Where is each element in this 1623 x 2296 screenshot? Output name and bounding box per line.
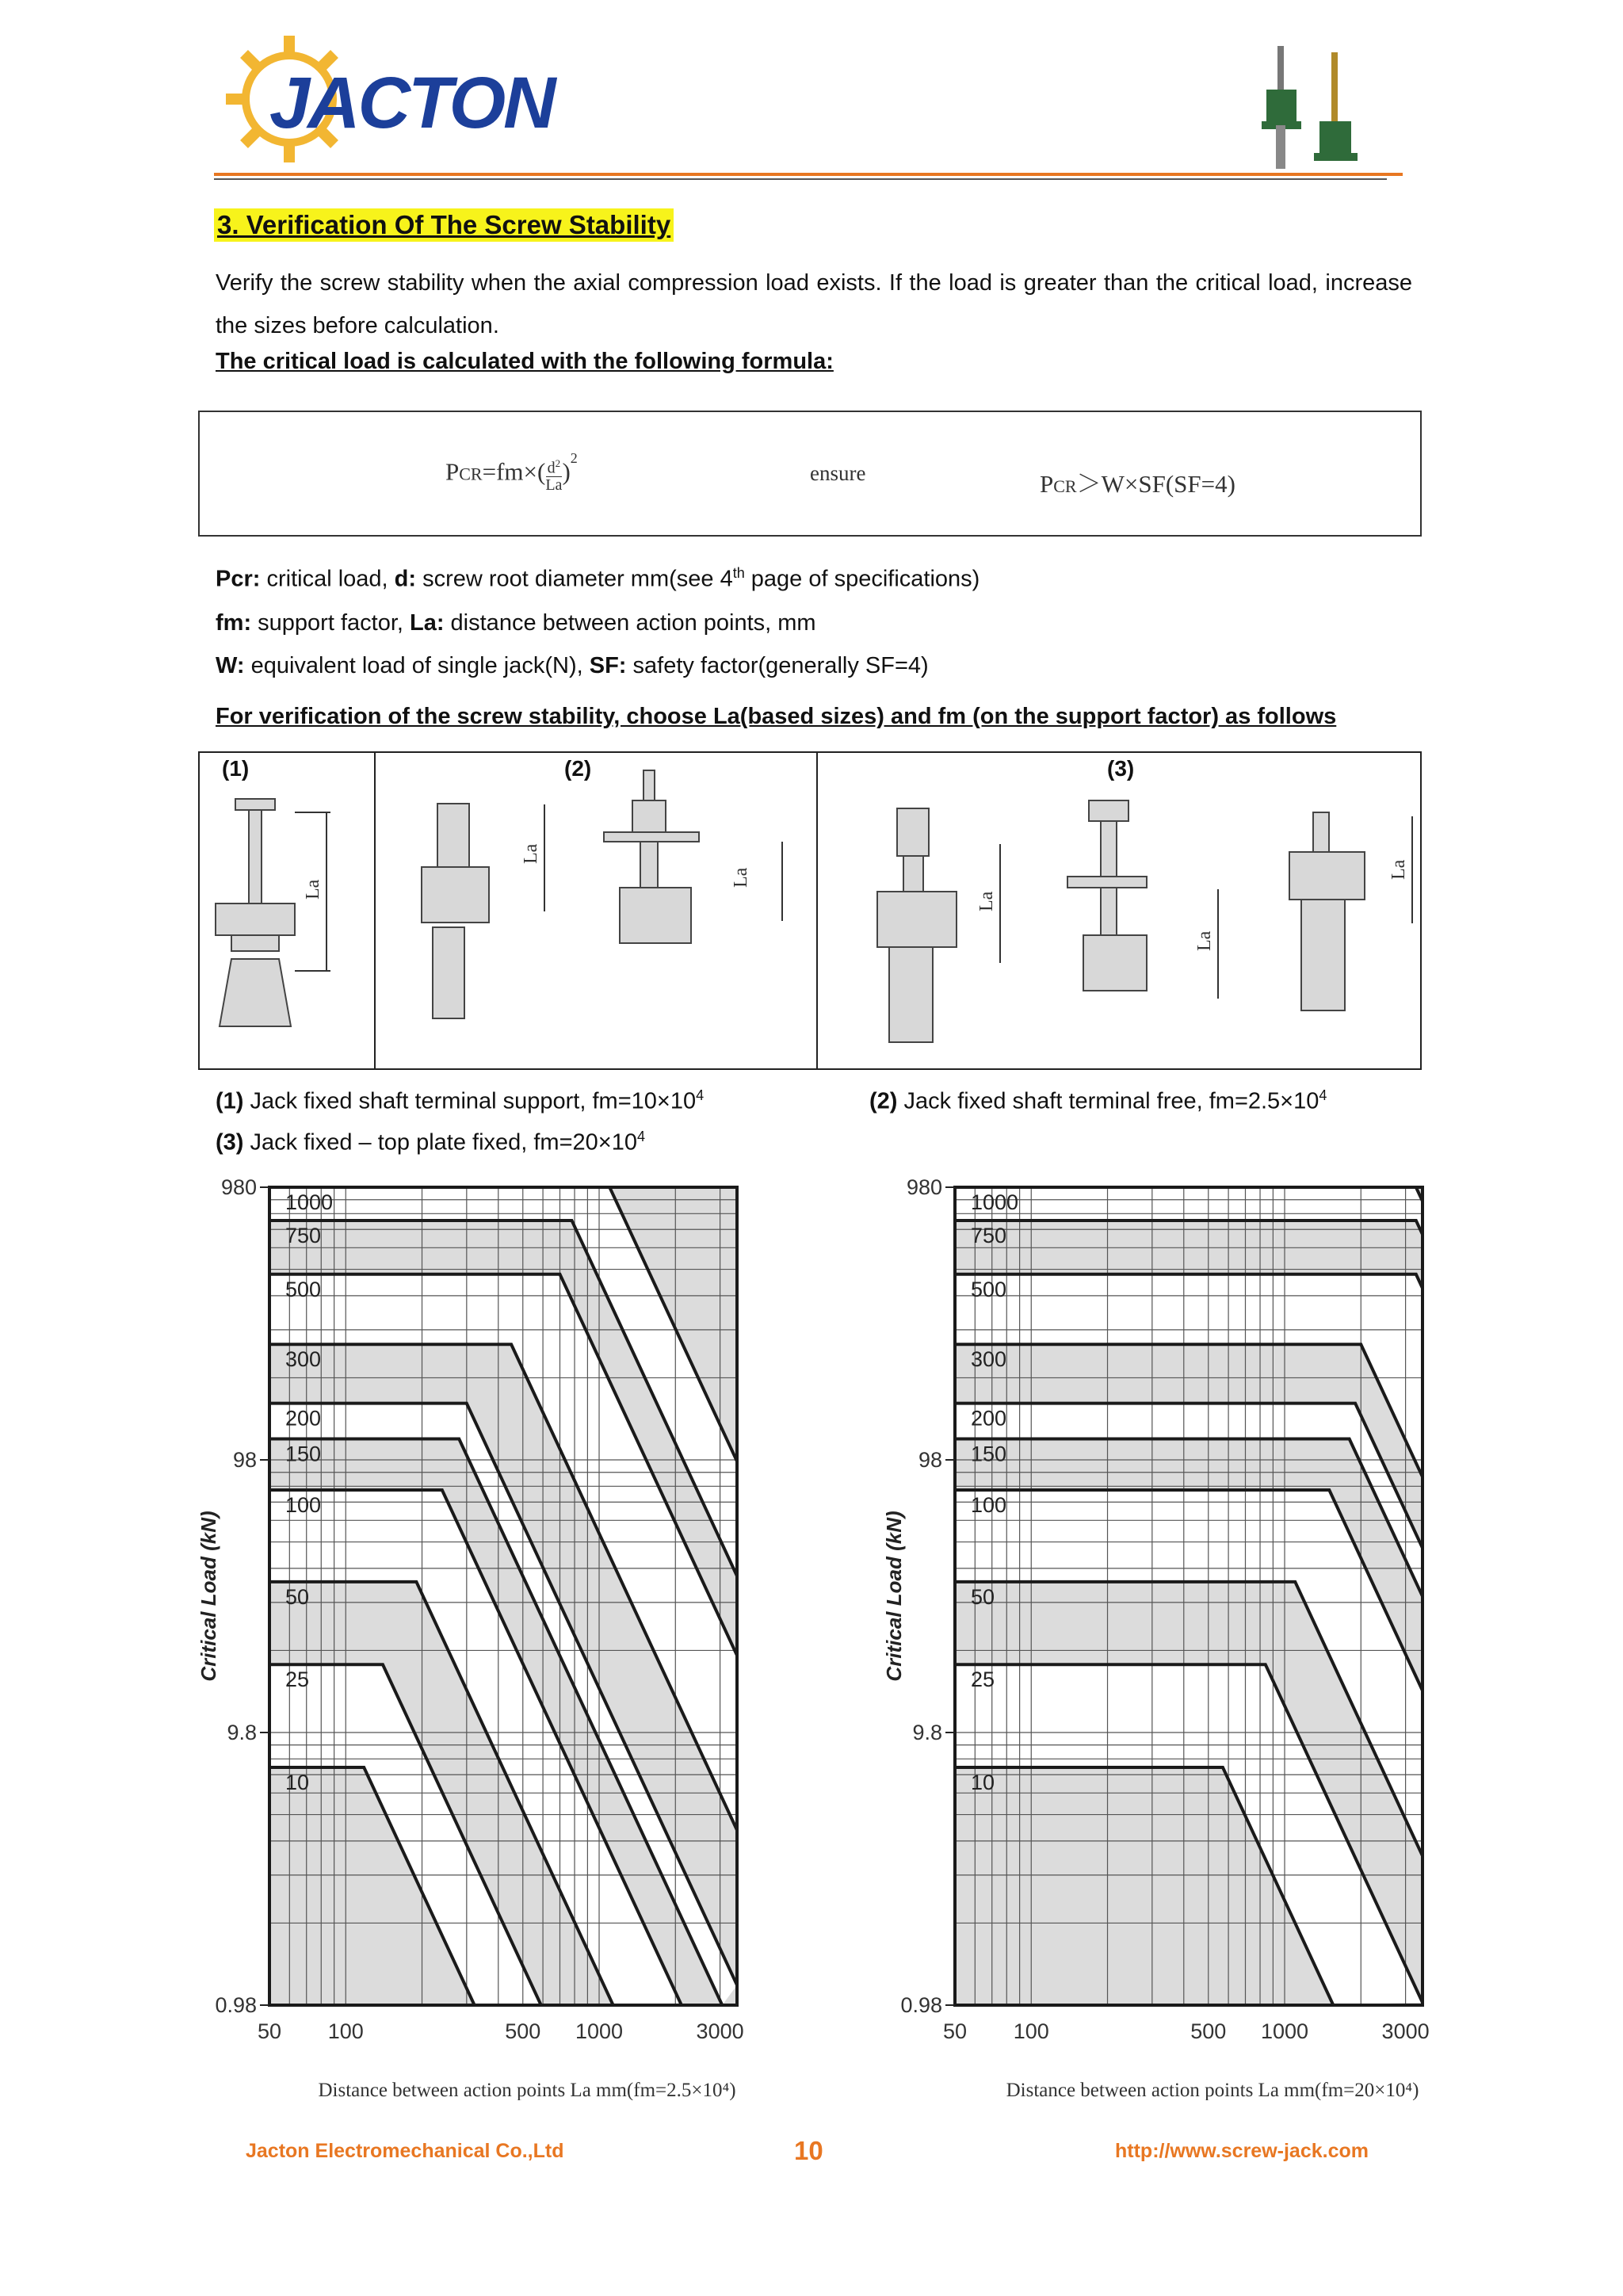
term-w-text: equivalent load of single jack(N), [244, 653, 590, 678]
chart-x-tick-label: 100 [1013, 2019, 1049, 2043]
diagram-la-label: La [521, 843, 541, 864]
chart-y-tick-label: 98 [918, 1448, 942, 1472]
caption-1 [216, 1087, 704, 1115]
chart-y-tick-label: 0.98 [900, 1993, 942, 2017]
chart-y-tick-label: 98 [232, 1448, 257, 1472]
formula-right-rest: ＞W×SF(SF=4) [1076, 470, 1235, 498]
diagram-label-2: (2) [564, 756, 592, 781]
formula-right-p: P [1040, 470, 1054, 498]
chart-series-label: 750 [971, 1223, 1007, 1247]
caption-2-text: Jack fixed shaft terminal free, fm=2.5×10 [897, 1088, 1319, 1114]
term-d-text: screw root diameter mm(see 4 [416, 566, 733, 592]
term-sf-text: safety factor(generally SF=4) [626, 653, 929, 678]
chart-series-label: 10 [285, 1770, 310, 1794]
diagram-label-1: (1) [222, 756, 250, 781]
formula-condition [1040, 464, 1235, 499]
chart-series-label: 10 [971, 1770, 995, 1794]
definition-w-sf [216, 653, 929, 679]
logo-wordmark: JACTON [269, 63, 554, 143]
chart-y-tick-label: 9.8 [227, 1721, 257, 1744]
chart-series-label: 200 [971, 1406, 1007, 1431]
caption-2 [869, 1087, 1327, 1115]
diagram-la-label: La [731, 867, 751, 888]
chart-series-label: 25 [285, 1668, 310, 1692]
term-d: d: [394, 566, 417, 592]
footer-company: Jacton Electromechanical Co.,Ltd [246, 2140, 564, 2162]
header-divider [214, 173, 1403, 176]
chart-y-axis-label: Critical Load (kN) [882, 1511, 906, 1682]
chart-y-tick-label: 9.8 [912, 1721, 942, 1744]
chart-x-tick-label: 500 [1190, 2019, 1227, 2043]
verification-heading: For verification of the screw stability, choose La(based sizes) and fm (on the support factor) as follows [216, 704, 1337, 729]
term-w: W: [216, 653, 245, 678]
chart-series-label: 100 [285, 1492, 322, 1517]
formula-right-p-sub: CR [1053, 476, 1077, 496]
term-fm: fm: [216, 610, 252, 636]
screw-jack-product-icon [1244, 46, 1411, 173]
intro-paragraph: Verify the screw stability when the axial compression load exists. If the load is greater than the critical load, increase the sizes before calculation. [216, 270, 1412, 338]
chart-y-tick-label: 0.98 [215, 1993, 257, 2017]
chart-series-label: 25 [971, 1668, 995, 1692]
chart-x-tick-label: 50 [257, 2019, 282, 2043]
chart-series-label: 300 [285, 1347, 322, 1372]
section-title: 3. Verification Of The Screw Stability [214, 208, 674, 242]
formula-critical-load [445, 450, 578, 494]
chart-x-axis-label: Distance between action points La mm(fm=2.5×10⁴) [318, 2080, 736, 2100]
term-d-text-end: page of specifications) [744, 566, 980, 592]
caption-1-text: Jack fixed shaft terminal support, fm=10×10 [243, 1088, 697, 1114]
term-pcr: Pcr: [216, 566, 261, 592]
chart-y-tick-label: 980 [220, 1175, 257, 1199]
diagram-la-label: La [1388, 859, 1409, 880]
formula-frac-num-exp: 2 [555, 457, 561, 469]
chart-series-label: 500 [285, 1277, 322, 1301]
formula-p: P [445, 457, 460, 486]
term-d-sup: th [732, 565, 745, 581]
chart-x-tick-label: 3000 [696, 2019, 744, 2043]
formula-fraction [545, 456, 562, 493]
chart-x-tick-label: 100 [327, 2019, 364, 2043]
chart-x-tick-label: 1000 [1260, 2019, 1309, 2043]
chart-series-label: 750 [285, 1223, 322, 1247]
chart-series-label: 300 [971, 1347, 1007, 1372]
definition-pcr-d [216, 565, 980, 593]
critical-load-chart-right [876, 1165, 1478, 2100]
formula-left-rest: =fm×( [482, 457, 546, 486]
page-number: 10 [794, 2136, 823, 2165]
chart-y-axis-label: Critical Load (kN) [197, 1511, 220, 1682]
footer-url-link[interactable]: http://www.screw-jack.com [1115, 2140, 1369, 2162]
formula-outer-exp: 2 [570, 450, 578, 467]
formula-frac-den: La [545, 476, 563, 494]
caption-3-exp: 4 [636, 1129, 645, 1144]
term-pcr-text: critical load, [260, 566, 395, 592]
diagram-la-label: La [1194, 930, 1215, 951]
caption-1-num: (1) [216, 1088, 244, 1114]
mounting-diagrams [198, 751, 1422, 1070]
diagram-label-3: (3) [1107, 756, 1135, 781]
chart-series-label: 1000 [971, 1190, 1019, 1214]
chart-series-label: 150 [971, 1442, 1007, 1466]
chart-y-tick-label: 980 [906, 1175, 942, 1199]
term-la-text: distance between action points, mm [444, 610, 816, 636]
chart-x-tick-label: 3000 [1381, 2019, 1430, 2043]
critical-load-chart-left [190, 1165, 792, 2100]
formula-ensure: ensure [810, 461, 866, 485]
caption-3 [216, 1129, 645, 1156]
definition-fm-la [216, 610, 816, 636]
caption-3-num: (3) [216, 1129, 244, 1156]
caption-2-exp: 4 [1319, 1087, 1327, 1103]
term-sf: SF: [589, 653, 627, 678]
formula-box [198, 411, 1422, 537]
caption-2-num: (2) [869, 1088, 898, 1114]
caption-3-text: Jack fixed – top plate fixed, fm=20×10 [243, 1129, 637, 1156]
formula-close-paren: ) [562, 457, 571, 486]
formula-frac-num: d [547, 459, 556, 477]
jack-mounting-drawings [200, 753, 1420, 1068]
chart-series-label: 50 [285, 1584, 310, 1609]
chart-series-label: 100 [971, 1492, 1007, 1517]
formula-heading: The critical load is calculated with the following formula: [216, 349, 834, 374]
diagram-la-label: La [976, 891, 997, 911]
chart-x-tick-label: 1000 [575, 2019, 624, 2043]
chart-x-tick-label: 500 [505, 2019, 541, 2043]
chart-series-label: 1000 [285, 1190, 334, 1214]
header-divider-thin [214, 178, 1387, 180]
chart-series-label: 200 [285, 1406, 322, 1431]
chart-series-label: 150 [285, 1442, 322, 1466]
chart-series-label: 50 [971, 1584, 995, 1609]
caption-1-exp: 4 [696, 1087, 705, 1103]
term-fm-text: support factor, [251, 610, 410, 636]
diagram-la-label: La [303, 879, 323, 900]
chart-series-label: 500 [971, 1277, 1007, 1301]
chart-x-tick-label: 50 [942, 2019, 968, 2043]
formula-p-sub: CR [459, 464, 483, 484]
chart-x-axis-label: Distance between action points La mm(fm=20×10⁴) [1006, 2080, 1419, 2100]
term-la: La: [410, 610, 445, 636]
